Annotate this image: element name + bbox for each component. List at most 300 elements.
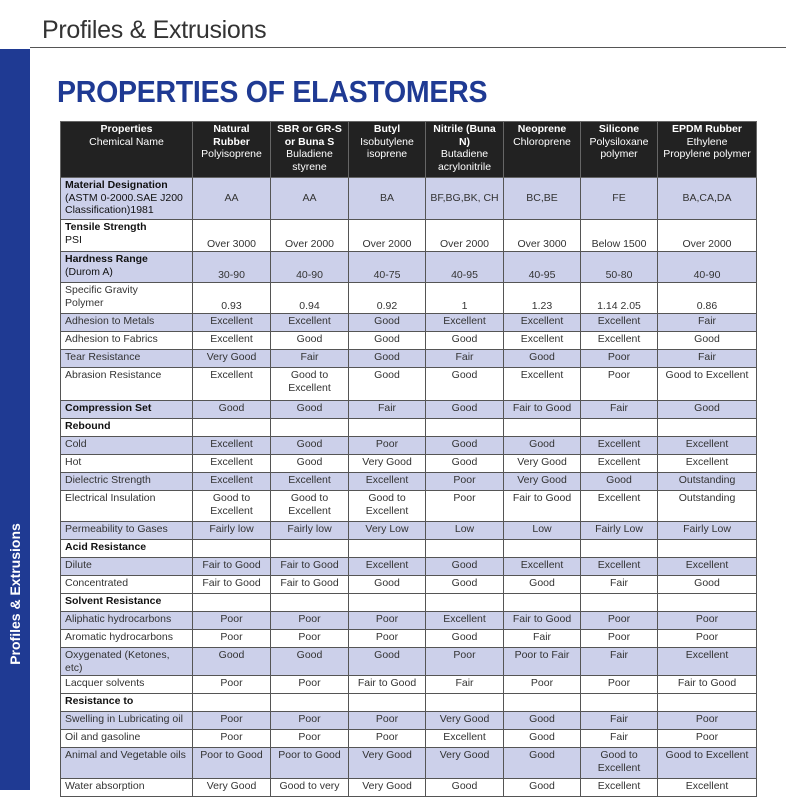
row-label-text: Animal and Vegetable oils bbox=[65, 749, 186, 761]
column-header bbox=[61, 122, 193, 178]
table-cell: Poor bbox=[271, 712, 349, 730]
table-cell: Poor bbox=[349, 630, 426, 648]
table-cell bbox=[658, 540, 757, 558]
table-row bbox=[61, 350, 757, 368]
table-cell: Good bbox=[658, 401, 757, 419]
table-cell: Good bbox=[349, 648, 426, 676]
table-cell: Fair bbox=[658, 350, 757, 368]
table-row bbox=[61, 437, 757, 455]
table-cell: 40-90 bbox=[271, 252, 349, 283]
table-cell: Very Good bbox=[426, 748, 504, 779]
table-cell: Fairly Low bbox=[581, 522, 658, 540]
table-cell: Very Low bbox=[349, 522, 426, 540]
table-cell: Fair bbox=[658, 314, 757, 332]
table-cell: 50-80 bbox=[581, 252, 658, 283]
table-cell: Poor bbox=[193, 730, 271, 748]
table-row bbox=[61, 779, 757, 797]
table-cell: Good bbox=[504, 350, 581, 368]
table-cell: 30-90 bbox=[193, 252, 271, 283]
table-cell: Poor bbox=[426, 491, 504, 522]
header-rule bbox=[30, 47, 786, 48]
table-cell: Excellent bbox=[193, 368, 271, 401]
table-cell: Fairly low bbox=[193, 522, 271, 540]
table-row bbox=[61, 648, 757, 676]
table-cell: Poor bbox=[349, 730, 426, 748]
table-cell bbox=[581, 540, 658, 558]
row-label bbox=[61, 473, 193, 491]
table-cell: Good to Excellent bbox=[581, 748, 658, 779]
table-cell: Poor bbox=[658, 612, 757, 630]
table-cell: Poor bbox=[349, 612, 426, 630]
row-label bbox=[61, 350, 193, 368]
table-cell: Very Good bbox=[349, 748, 426, 779]
row-label bbox=[61, 594, 193, 612]
table-cell bbox=[658, 694, 757, 712]
table-cell bbox=[581, 594, 658, 612]
table-cell: Fair to Good bbox=[349, 676, 426, 694]
table-cell bbox=[504, 694, 581, 712]
table-cell: Poor bbox=[349, 712, 426, 730]
table-cell bbox=[504, 594, 581, 612]
row-label-text: Hot bbox=[65, 456, 82, 468]
column-header bbox=[581, 122, 658, 178]
row-label-text: Lacquer solvents bbox=[65, 677, 145, 689]
row-label-text: Tensile Strength bbox=[65, 221, 147, 233]
table-cell: Very Good bbox=[193, 350, 271, 368]
table-cell bbox=[271, 419, 349, 437]
column-header bbox=[658, 122, 757, 178]
table-cell: Good bbox=[426, 455, 504, 473]
row-label-text: Adhesion to Fabrics bbox=[65, 333, 158, 345]
table-cell bbox=[504, 419, 581, 437]
row-label-text: Material Designation bbox=[65, 179, 168, 191]
table-cell: Excellent bbox=[504, 314, 581, 332]
table-row bbox=[61, 540, 757, 558]
column-header bbox=[426, 122, 504, 178]
table-cell: Poor bbox=[349, 437, 426, 455]
row-label bbox=[61, 630, 193, 648]
row-label bbox=[61, 694, 193, 712]
table-cell: Low bbox=[426, 522, 504, 540]
row-label-text: Aliphatic hydrocarbons bbox=[65, 613, 172, 625]
table-cell: Excellent bbox=[581, 314, 658, 332]
row-label bbox=[61, 522, 193, 540]
table-row bbox=[61, 401, 757, 419]
row-label-sub: Polymer bbox=[65, 296, 104, 309]
table-cell: Very Good bbox=[349, 779, 426, 797]
table-cell: Poor to Good bbox=[271, 748, 349, 779]
table-cell: Poor bbox=[581, 350, 658, 368]
table-cell: Poor bbox=[581, 368, 658, 401]
table-cell: Over 3000 bbox=[193, 220, 271, 252]
table-row bbox=[61, 612, 757, 630]
table-cell: 40-75 bbox=[349, 252, 426, 283]
table-row bbox=[61, 491, 757, 522]
row-label bbox=[61, 437, 193, 455]
table-cell: AA bbox=[271, 178, 349, 220]
column-header bbox=[193, 122, 271, 178]
table-cell: Good bbox=[658, 576, 757, 594]
table-cell: Fair bbox=[504, 630, 581, 648]
table-row bbox=[61, 178, 757, 220]
row-label-sub: (ASTM 0-2000.SAE J200 Classification)1981 bbox=[65, 191, 183, 216]
table-cell: Good bbox=[271, 401, 349, 419]
row-label-text: Specific Gravity bbox=[65, 284, 138, 296]
column-header-name: EPDM Rubber bbox=[671, 123, 742, 135]
table-cell: BA,CA,DA bbox=[658, 178, 757, 220]
table-cell: Poor bbox=[271, 612, 349, 630]
table-cell: Excellent bbox=[349, 473, 426, 491]
row-label-text: Tear Resistance bbox=[65, 351, 141, 363]
table-cell: 40-90 bbox=[658, 252, 757, 283]
table-cell: Good bbox=[426, 630, 504, 648]
row-label bbox=[61, 648, 193, 676]
column-header bbox=[271, 122, 349, 178]
table-cell: Very Good bbox=[426, 712, 504, 730]
table-cell: Fair bbox=[581, 401, 658, 419]
table-cell: Poor bbox=[271, 730, 349, 748]
row-label bbox=[61, 730, 193, 748]
table-cell: Excellent bbox=[581, 558, 658, 576]
table-cell: Poor bbox=[271, 630, 349, 648]
table-cell: Excellent bbox=[271, 473, 349, 491]
table-cell: Excellent bbox=[581, 779, 658, 797]
table-cell: Excellent bbox=[193, 437, 271, 455]
table-cell: Good bbox=[658, 332, 757, 350]
table-cell: Good to Excellent bbox=[193, 491, 271, 522]
table-cell: Excellent bbox=[581, 455, 658, 473]
table-row bbox=[61, 730, 757, 748]
table-row bbox=[61, 748, 757, 779]
table-cell: Poor to Good bbox=[193, 748, 271, 779]
table-cell: Good bbox=[271, 437, 349, 455]
column-header-chemical: Buladiene styrene bbox=[286, 148, 333, 173]
table-cell: Good to Excellent bbox=[271, 491, 349, 522]
row-label-text: Electrical Insulation bbox=[65, 492, 156, 504]
column-header bbox=[504, 122, 581, 178]
table-cell bbox=[658, 419, 757, 437]
row-label bbox=[61, 368, 193, 401]
table-cell: Excellent bbox=[349, 558, 426, 576]
table-cell bbox=[193, 594, 271, 612]
table-cell: Fair to Good bbox=[193, 576, 271, 594]
row-label bbox=[61, 401, 193, 419]
table-cell bbox=[426, 594, 504, 612]
table-cell bbox=[349, 694, 426, 712]
table-cell: Good bbox=[271, 455, 349, 473]
table-cell: Fair to Good bbox=[271, 558, 349, 576]
column-header-chemical: Chemical Name bbox=[89, 135, 164, 148]
column-header-chemical: Isobutylene isoprene bbox=[360, 135, 414, 160]
row-label bbox=[61, 491, 193, 522]
row-label-text: Dilute bbox=[65, 559, 92, 571]
header-title: Profiles & Extrusions bbox=[42, 16, 267, 44]
table-cell: Excellent bbox=[193, 455, 271, 473]
column-header-name: Butyl bbox=[373, 123, 401, 135]
table-cell: 0.93 bbox=[193, 283, 271, 314]
table-cell: Below 1500 bbox=[581, 220, 658, 252]
table-row bbox=[61, 220, 757, 252]
table-cell: Very Good bbox=[504, 473, 581, 491]
row-label bbox=[61, 178, 193, 220]
row-label bbox=[61, 779, 193, 797]
row-label-text: Oxygenated (Ketones, etc) bbox=[65, 649, 170, 674]
table-cell: Good to Excellent bbox=[349, 491, 426, 522]
table-cell: Poor bbox=[658, 712, 757, 730]
table-cell: Poor bbox=[426, 473, 504, 491]
table-cell bbox=[193, 419, 271, 437]
row-label-text: Rebound bbox=[65, 420, 111, 432]
table-cell: Good bbox=[504, 712, 581, 730]
table-cell: 1.23 bbox=[504, 283, 581, 314]
table-cell: BC,BE bbox=[504, 178, 581, 220]
table-cell: Excellent bbox=[193, 473, 271, 491]
table-cell: Excellent bbox=[426, 612, 504, 630]
table-cell: Excellent bbox=[658, 648, 757, 676]
table-cell bbox=[426, 540, 504, 558]
table-cell bbox=[349, 540, 426, 558]
table-cell: Excellent bbox=[426, 314, 504, 332]
table-cell: Good bbox=[504, 730, 581, 748]
table-cell: Good bbox=[349, 332, 426, 350]
row-label bbox=[61, 576, 193, 594]
table-cell: Fair bbox=[426, 676, 504, 694]
row-label bbox=[61, 314, 193, 332]
table-cell: Good bbox=[504, 576, 581, 594]
table-cell: 1.14 2.05 bbox=[581, 283, 658, 314]
table-row bbox=[61, 594, 757, 612]
row-label-text: Dielectric Strength bbox=[65, 474, 151, 486]
table-cell: Good bbox=[426, 401, 504, 419]
table-cell bbox=[504, 540, 581, 558]
table-row bbox=[61, 558, 757, 576]
table-row bbox=[61, 522, 757, 540]
table-cell: Excellent bbox=[658, 558, 757, 576]
table-row bbox=[61, 630, 757, 648]
table-cell: Good to Excellent bbox=[271, 368, 349, 401]
table-cell: Over 2000 bbox=[271, 220, 349, 252]
table-cell: Poor to Fair bbox=[504, 648, 581, 676]
table-cell: Excellent bbox=[658, 455, 757, 473]
table-cell: Poor bbox=[193, 712, 271, 730]
table-cell: Fair bbox=[581, 648, 658, 676]
row-label bbox=[61, 540, 193, 558]
table-cell: Good bbox=[271, 648, 349, 676]
table-cell: Good bbox=[349, 576, 426, 594]
table-cell: Good bbox=[426, 368, 504, 401]
table-row bbox=[61, 419, 757, 437]
row-label-text: Permeability to Gases bbox=[65, 523, 168, 535]
column-header-name: Silicone bbox=[598, 123, 640, 135]
table-cell: Excellent bbox=[271, 314, 349, 332]
table-body bbox=[61, 178, 757, 797]
table-row bbox=[61, 712, 757, 730]
page-title: PROPERTIES OF ELASTOMERS bbox=[57, 74, 488, 109]
table-cell: Good bbox=[193, 401, 271, 419]
row-label bbox=[61, 283, 193, 314]
table-cell: Fair to Good bbox=[271, 576, 349, 594]
table-cell: Good to very bbox=[271, 779, 349, 797]
column-header-chemical: Butadiene acrylonitrile bbox=[437, 148, 492, 173]
table-cell: Excellent bbox=[193, 332, 271, 350]
table-row bbox=[61, 332, 757, 350]
column-header-name: Natural Rubber bbox=[213, 123, 250, 148]
table-row bbox=[61, 368, 757, 401]
table-cell: Good to Excellent bbox=[658, 368, 757, 401]
table-cell: 40-95 bbox=[504, 252, 581, 283]
table-cell: BF,BG,BK, CH bbox=[426, 178, 504, 220]
table-cell bbox=[271, 540, 349, 558]
table-cell: Excellent bbox=[658, 437, 757, 455]
row-label-text: Concentrated bbox=[65, 577, 129, 589]
table-cell: Fair to Good bbox=[193, 558, 271, 576]
table-row bbox=[61, 252, 757, 283]
row-label-text: Aromatic hydrocarbons bbox=[65, 631, 173, 643]
column-header-chemical: Ethylene Propylene polymer bbox=[663, 135, 751, 160]
table-row bbox=[61, 455, 757, 473]
table-cell: Poor bbox=[581, 612, 658, 630]
column-header-chemical: Chloroprene bbox=[513, 135, 571, 148]
table-cell: Fair to Good bbox=[504, 401, 581, 419]
table-cell: 0.94 bbox=[271, 283, 349, 314]
row-label-sub: (Durom A) bbox=[65, 265, 113, 278]
row-label-text: Cold bbox=[65, 438, 87, 450]
table-cell: Fair bbox=[271, 350, 349, 368]
side-label: Profiles & Extrusions bbox=[7, 523, 23, 665]
row-label-sub: PSI bbox=[65, 233, 82, 246]
table-cell bbox=[193, 540, 271, 558]
table-cell: Good bbox=[581, 473, 658, 491]
row-label bbox=[61, 220, 193, 252]
row-label-text: Water absorption bbox=[65, 780, 145, 792]
row-label-text: Compression Set bbox=[65, 402, 152, 414]
table-cell: Good to Excellent bbox=[658, 748, 757, 779]
table-cell: Poor bbox=[581, 630, 658, 648]
table-cell: 0.92 bbox=[349, 283, 426, 314]
row-label-text: Abrasion Resistance bbox=[65, 369, 162, 381]
table-cell: Outstanding bbox=[658, 491, 757, 522]
table-row bbox=[61, 694, 757, 712]
column-header-name: Properties bbox=[100, 123, 153, 135]
table-cell: FE bbox=[581, 178, 658, 220]
row-label-text: Solvent Resistance bbox=[65, 595, 162, 607]
table-cell: Good bbox=[426, 437, 504, 455]
row-label bbox=[61, 612, 193, 630]
table-cell: Poor bbox=[658, 630, 757, 648]
table-cell bbox=[193, 694, 271, 712]
table-cell: Fair to Good bbox=[504, 491, 581, 522]
table-cell: BA bbox=[349, 178, 426, 220]
table-cell bbox=[349, 594, 426, 612]
table-row bbox=[61, 473, 757, 491]
table-cell: Over 2000 bbox=[349, 220, 426, 252]
table-cell: Poor bbox=[193, 676, 271, 694]
column-header-name: Neoprene bbox=[517, 123, 567, 135]
table-cell: Fairly Low bbox=[658, 522, 757, 540]
row-label bbox=[61, 332, 193, 350]
table-cell bbox=[271, 694, 349, 712]
table-cell: Fair bbox=[581, 730, 658, 748]
table-cell: Over 3000 bbox=[504, 220, 581, 252]
table-cell bbox=[658, 594, 757, 612]
table-cell: Excellent bbox=[193, 314, 271, 332]
row-label bbox=[61, 748, 193, 779]
table-cell: Excellent bbox=[504, 368, 581, 401]
table-cell: 0.86 bbox=[658, 283, 757, 314]
table-cell: Good bbox=[426, 558, 504, 576]
table-cell: 40-95 bbox=[426, 252, 504, 283]
table-cell: Good bbox=[504, 779, 581, 797]
table-cell: Excellent bbox=[581, 491, 658, 522]
row-label-text: Adhesion to Metals bbox=[65, 315, 155, 327]
table-cell: AA bbox=[193, 178, 271, 220]
table-cell: 1 bbox=[426, 283, 504, 314]
table-cell: Poor bbox=[193, 612, 271, 630]
table-cell: Poor bbox=[426, 648, 504, 676]
table-cell: Poor bbox=[271, 676, 349, 694]
table-cell bbox=[581, 694, 658, 712]
table-cell: Poor bbox=[504, 676, 581, 694]
column-header-chemical: Polyisoprene bbox=[201, 148, 262, 160]
table-cell: Good bbox=[193, 648, 271, 676]
table-cell: Over 2000 bbox=[658, 220, 757, 252]
table-row bbox=[61, 283, 757, 314]
column-header-name: SBR or GR-S or Buna S bbox=[277, 123, 342, 148]
table-cell: Over 2000 bbox=[426, 220, 504, 252]
table-cell: Excellent bbox=[504, 558, 581, 576]
table-cell: Fair to Good bbox=[658, 676, 757, 694]
table-cell: Poor bbox=[193, 630, 271, 648]
table-cell: Very Good bbox=[349, 455, 426, 473]
table-cell: Fair bbox=[349, 401, 426, 419]
column-header-name: Nitrile (Buna N) bbox=[433, 123, 496, 148]
row-label-text: Oil and gasoline bbox=[65, 731, 141, 743]
column-header-chemical: Polysiloxane polymer bbox=[589, 135, 649, 160]
row-label bbox=[61, 558, 193, 576]
table-cell bbox=[271, 594, 349, 612]
table-cell: Fair to Good bbox=[504, 612, 581, 630]
row-label-text: Hardness Range bbox=[65, 253, 148, 265]
table-cell bbox=[426, 419, 504, 437]
table-row bbox=[61, 576, 757, 594]
table-cell bbox=[426, 694, 504, 712]
table-cell: Fair bbox=[426, 350, 504, 368]
table-cell: Good bbox=[504, 437, 581, 455]
table-cell: Fairly low bbox=[271, 522, 349, 540]
table-cell: Good bbox=[349, 368, 426, 401]
table-cell bbox=[581, 419, 658, 437]
table-cell: Good bbox=[349, 350, 426, 368]
table-cell: Excellent bbox=[581, 437, 658, 455]
table-cell: Fair bbox=[581, 576, 658, 594]
table-cell: Very Good bbox=[504, 455, 581, 473]
table-cell: Good bbox=[271, 332, 349, 350]
table-cell: Excellent bbox=[658, 779, 757, 797]
table-row bbox=[61, 676, 757, 694]
table-cell: Poor bbox=[581, 676, 658, 694]
table-cell: Low bbox=[504, 522, 581, 540]
table-cell: Good bbox=[349, 314, 426, 332]
table-cell: Excellent bbox=[581, 332, 658, 350]
elastomer-properties-table bbox=[60, 121, 757, 797]
table-cell: Good bbox=[426, 779, 504, 797]
row-label bbox=[61, 712, 193, 730]
side-bar bbox=[0, 49, 30, 790]
table-cell: Fair bbox=[581, 712, 658, 730]
row-label bbox=[61, 419, 193, 437]
table-row bbox=[61, 314, 757, 332]
column-header bbox=[349, 122, 426, 178]
